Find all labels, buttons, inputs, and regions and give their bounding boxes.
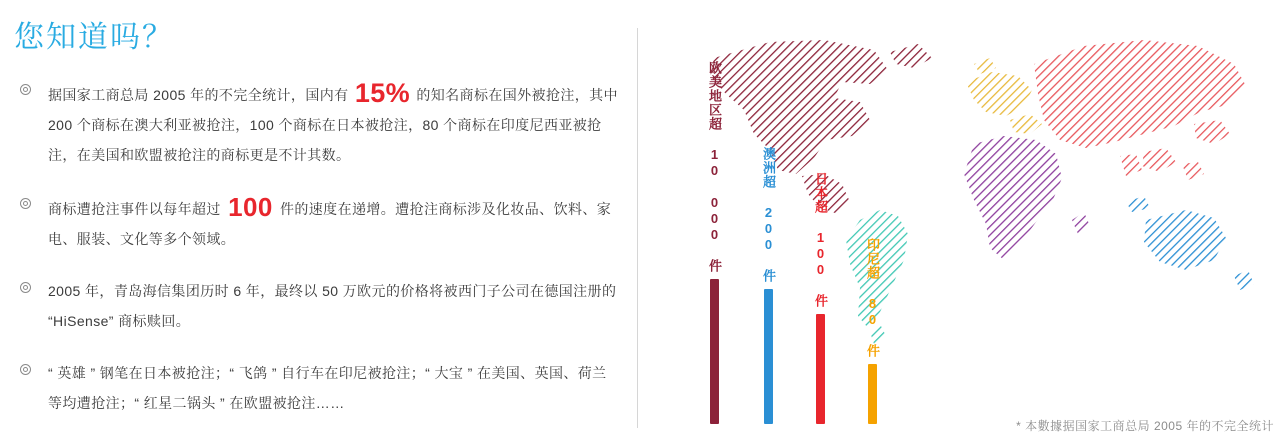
bar-australia xyxy=(764,289,773,424)
list-item xyxy=(14,192,618,254)
bar-label-japan: 日本超 100 件 xyxy=(813,172,828,308)
stat-100: 100 xyxy=(228,192,273,222)
source-footnote: * 本數據据国家工商总局 2005 年的不完全统计 xyxy=(1016,419,1274,433)
bullet-text-3: 2005 年，青岛海信集团历时 6 年，最终以 50 万欧元的价格将被西门子公司在德国注册的 “HiSense” 商标赎回。 xyxy=(48,283,617,329)
list-item xyxy=(14,276,618,336)
bullet-2-pre: 商标遭抢注事件以每年超过 xyxy=(48,201,226,217)
map-region-asia xyxy=(1034,40,1246,180)
bullet-text-4: “ 英雄 ” 钢笔在日本被抢注；“ 飞鸽 ” 自行车在印尼被抢注；“ 大宝 ” 在美国、英国、荷兰等均遭抢注；“ 红星二锅头 ” 在欧盟被抢注…… xyxy=(48,365,607,411)
bullet-icon xyxy=(20,84,31,95)
bar-group-indonesia xyxy=(842,238,902,424)
bar-group-australia xyxy=(738,147,798,424)
right-visual-panel xyxy=(638,0,1288,446)
bar-japan xyxy=(816,314,825,424)
stat-15-percent: 15% xyxy=(354,78,411,108)
bullet-text-1 xyxy=(48,78,618,170)
bar-label-australia: 澳洲超 200 件 xyxy=(761,147,776,283)
list-item xyxy=(14,78,618,170)
bar-label-indonesia: 印尼超 80 件 xyxy=(865,238,880,358)
map-region-oceania xyxy=(1126,196,1254,290)
bullet-icon xyxy=(20,282,31,293)
map-region-europe xyxy=(966,58,1042,134)
list-item xyxy=(14,358,618,418)
bullet-1-pre: 据国家工商总局 2005 年的不完全统计，国内有 xyxy=(48,87,353,103)
bullet-1-post: 的知名商标在国外被抢注，其中 200 个商标在澳大利亚被抢注，100 个商标在日本被抢注，80 个商标在印度尼西亚被抢注，在美国和欧盟被抢注的商标更是不计其数。 xyxy=(48,87,618,163)
bullet-text-2 xyxy=(48,192,618,254)
bar-group-japan xyxy=(790,172,850,424)
map-region-africa xyxy=(964,136,1090,260)
bar-europe-america xyxy=(710,279,719,424)
page-title: 您知道吗？ xyxy=(14,21,174,54)
bullet-2-post: 件的速度在递增。遭抢注商标涉及化妆品、饮料、家电、服装、文化等多个领域。 xyxy=(48,201,612,247)
bar-group-europe-america xyxy=(684,61,744,424)
bar-label-europe-america: 欧美地区超 10 000 件 xyxy=(707,61,722,273)
bar-indonesia xyxy=(868,364,877,424)
bullet-icon xyxy=(20,198,31,209)
left-content-panel xyxy=(0,0,636,446)
bullet-icon xyxy=(20,364,31,375)
